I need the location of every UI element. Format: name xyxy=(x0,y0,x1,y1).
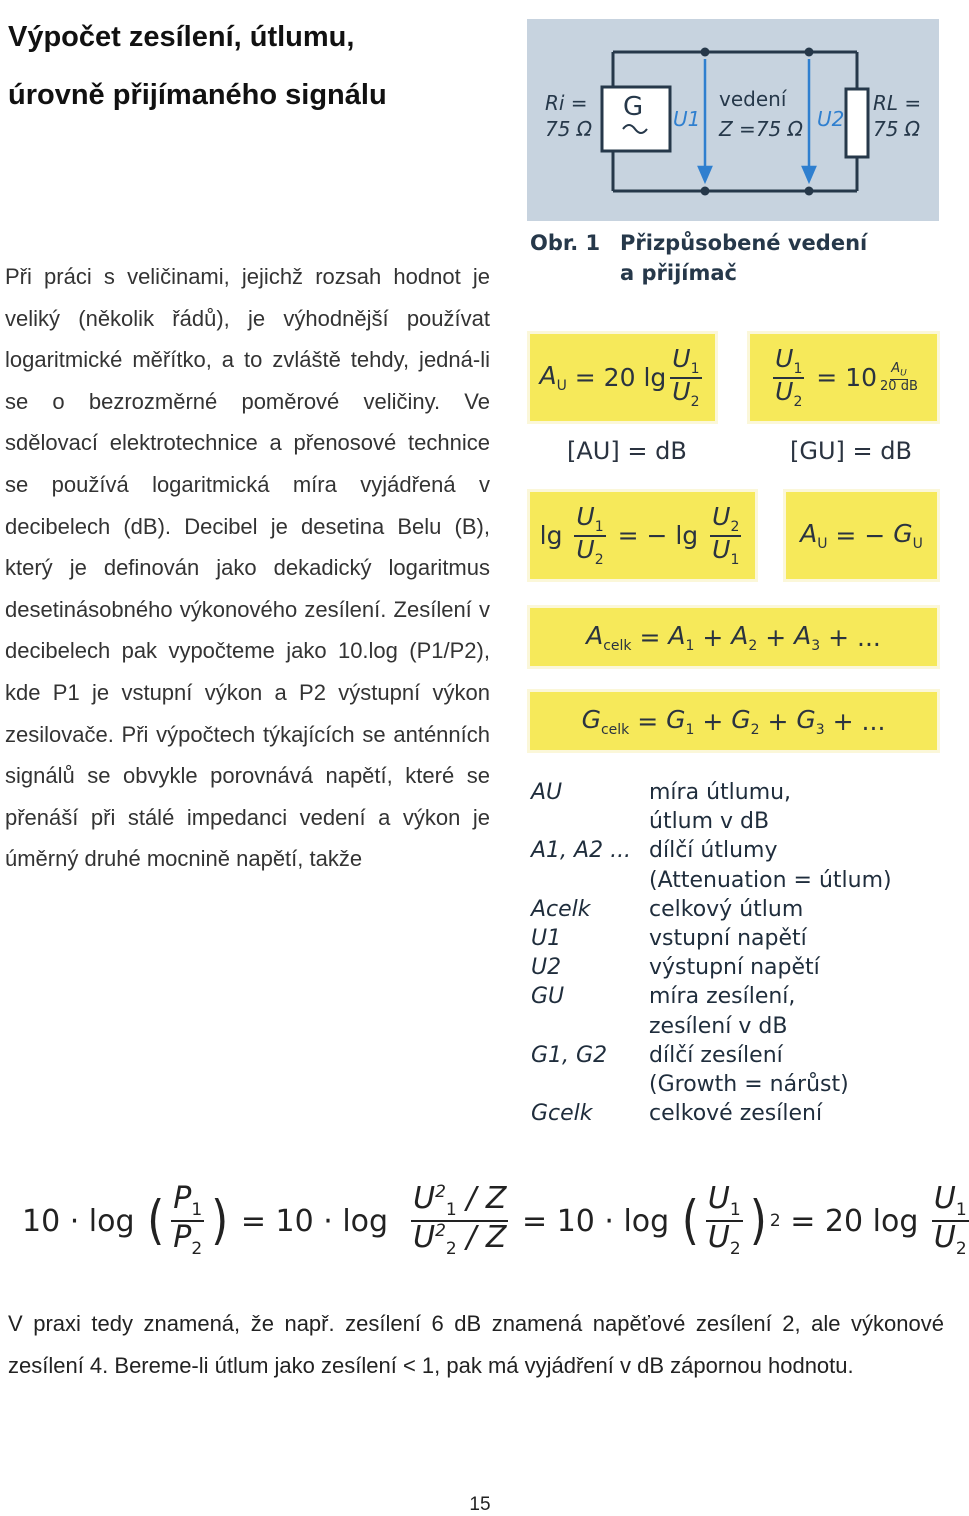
generator-label: G xyxy=(623,92,644,122)
figure-caption xyxy=(530,228,867,288)
legend-symbol: A1, A2 ... xyxy=(531,838,632,864)
formula-acelk: $A_{celk}$ = $A_1$ + $A_2$ + $A_3$ + ... xyxy=(527,605,940,669)
line-label: vedení xyxy=(719,87,787,111)
formula-gcelk: $G_{celk}$ = $G_1$ + $G_2$ + $G_3$ + ... xyxy=(527,689,940,753)
page-title xyxy=(8,8,508,124)
rl-value: 75 Ω xyxy=(873,117,921,141)
legend-symbol: AU xyxy=(531,780,563,805)
ri-label: Ri = xyxy=(545,91,588,115)
caption-line-1: Přizpůsobené vedení xyxy=(620,231,868,255)
ri-value: 75 Ω xyxy=(545,117,593,141)
u2-label: U2 xyxy=(817,107,845,131)
legend-symbol: U2 xyxy=(531,955,562,981)
impedance-label: Z =75 Ω xyxy=(719,117,803,141)
legend-desc: útlum v dB xyxy=(649,809,770,835)
legend-symbol: Gcelk xyxy=(531,1101,593,1127)
formula-lg: lg $\frac{U_1}{U_2}$ = − lg $\frac{U_2}{U_1}$ xyxy=(527,489,758,582)
title-line-1: Výpočet zesílení, útlumu, xyxy=(8,21,355,53)
legend-row-acelk xyxy=(531,895,951,924)
legend-desc: celkové zesílení xyxy=(649,1101,823,1127)
power-voltage-formula: 10 · log ( $\frac{P_1}{P_2}$ ) = 10 · log $\frac{U^2_1 / Z}{U^2_2 / Z}$ = 10 · log ( $\frac{U_1}{U_2}$ ) 2 = 20 log $\frac{U_1}{U_2}$ xyxy=(22,1181,967,1259)
legend-symbol: U1 xyxy=(531,926,562,952)
legend-row-g1g2 xyxy=(531,1041,951,1099)
body-paragraph: Při práci s veličinami, jejichž rozsah hodnot je veliký (několik řádů), je výhodnější používat logaritmické měřítko, a to zvláště tehdy, jedná-li se o bezrozměrné poměrové veličiny. Ve sdělovací elektrotechnice a přenosové technice se používá logaritmická míra vyjádřená v decibelech (dB). Decibel je desetina Belu (B), který je definován jako dekadický logaritmus desetinásobného výkonového zesílení. Zesílení v decibelech pak vypočteme jako 10.log (P1/P2), kde P1 je vstupní výkon a P2 výstupní výkon zesilovače. Při výpočtech týkajících se anténních signálů se obvykle porovnává napětí, které se přenáší při stálé impedanci vedení a výkon je úměrný druhé mocnině napětí, takže xyxy=(5,264,490,872)
formula-ratio: $\frac{U_1}{U_2}$ = 10 $\frac{A_U}{20 dB}$ xyxy=(747,331,940,424)
legend-desc: míra zesílení, xyxy=(649,984,796,1010)
legend-row-u2 xyxy=(531,953,951,982)
formula-au: $A_U$ = 20 lg $\frac{U_1}{U_2}$ xyxy=(527,331,718,424)
caption-line-2: a přijímač xyxy=(620,261,737,285)
u1-label: U1 xyxy=(673,107,701,131)
title-line-2: úrovně přijímaného signálu xyxy=(8,79,387,111)
legend-desc: míra útlumu, xyxy=(649,780,792,805)
page-number: 15 xyxy=(469,1494,491,1515)
legend-desc: (Attenuation = útlum) xyxy=(649,867,892,893)
legend-row-au xyxy=(531,778,951,836)
legend-row-gu xyxy=(531,982,951,1040)
legend-desc: dílčí zesílení xyxy=(649,1042,783,1068)
legend-desc: výstupní napětí xyxy=(649,955,820,981)
rl-label: RL = xyxy=(873,91,922,115)
legend-desc: vstupní napětí xyxy=(649,926,807,952)
legend-desc: celkový útlum xyxy=(649,896,804,922)
bottom-paragraph: V praxi tedy znamená, že např. zesílení 6 dB znamená napěťové zesílení 2, ale výkonové zesílení 4. Bereme-li útlum jako zesílení < 1, pak má vyjádření v dB zápornou hodnotu. xyxy=(8,1311,944,1378)
circuit-figure xyxy=(527,19,939,221)
legend-row-a1a2 xyxy=(531,836,951,894)
symbol-legend xyxy=(531,778,951,1128)
legend-row-u1 xyxy=(531,924,951,953)
legend-symbol: G1, G2 xyxy=(531,1042,608,1068)
legend-desc: zesílení v dB xyxy=(649,1013,788,1039)
au-unit: [AU] = dB xyxy=(567,437,687,465)
legend-row-gcelk xyxy=(531,1099,951,1128)
legend-symbol: Acelk xyxy=(531,896,591,922)
legend-desc: (Growth = nárůst) xyxy=(649,1072,849,1098)
caption-number: Obr. 1 xyxy=(530,231,601,255)
gu-unit: [GU] = dB xyxy=(790,437,912,465)
formula-au-gu: $A_U$ = − $G_U$ xyxy=(783,489,940,582)
legend-symbol: GU xyxy=(531,984,565,1010)
legend-desc: dílčí útlumy xyxy=(649,838,778,864)
